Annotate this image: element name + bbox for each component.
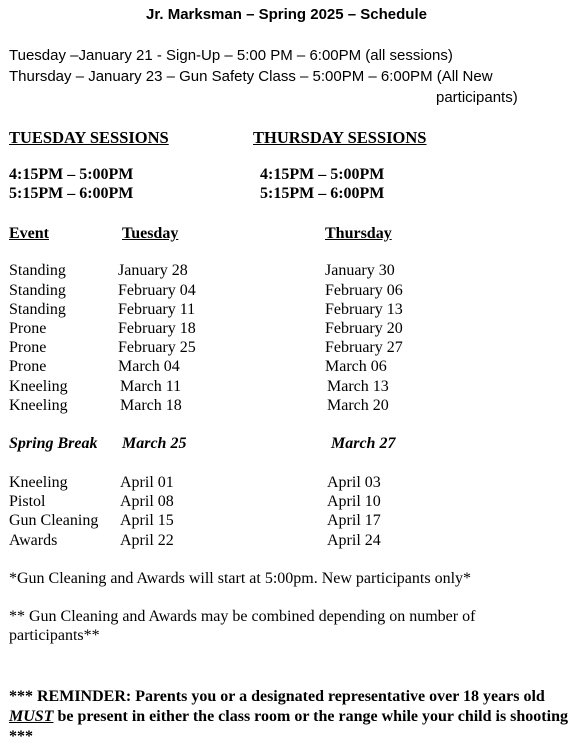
spring-break-tuesday: March 25: [122, 435, 187, 452]
event-cell: Kneeling: [9, 378, 68, 395]
event-cell: Awards: [9, 532, 58, 549]
event-cell: Prone: [9, 339, 47, 356]
tuesday-date-cell: April 15: [120, 512, 174, 529]
tuesday-session-time: 5:15PM – 6:00PM: [9, 185, 134, 202]
safety-class-line-continued: participants): [436, 89, 518, 106]
tuesday-date-cell: February 11: [118, 301, 196, 318]
reminder-prefix: *** REMINDER: Parents you or a designated representative over 18 years old: [9, 688, 545, 705]
thursday-column-header: Thursday: [325, 225, 392, 242]
thursday-date-cell: April 10: [327, 493, 381, 510]
tuesday-sessions-header: TUESDAY SESSIONS: [9, 128, 169, 147]
thursday-date-cell: March 20: [327, 397, 389, 414]
event-cell: Prone: [9, 358, 47, 375]
tuesday-date-cell: April 22: [120, 532, 174, 549]
tuesday-date-cell: April 08: [120, 493, 174, 510]
thursday-date-cell: March 13: [327, 378, 389, 395]
thursday-session-time: 4:15PM – 5:00PM: [260, 166, 385, 183]
event-cell: Kneeling: [9, 474, 68, 491]
signup-line: Tuesday –January 21 - Sign-Up – 5:00 PM – 6:00PM (all sessions): [9, 47, 453, 64]
document-title: Jr. Marksman – Spring 2025 – Schedule: [146, 6, 427, 23]
thursday-date-cell: March 06: [325, 358, 387, 375]
event-cell: Standing: [9, 282, 66, 299]
reminder-must: MUST: [9, 708, 54, 725]
combined-note-continued: participants**: [9, 627, 100, 644]
event-column-header: Event: [9, 225, 49, 242]
spring-break-thursday: March 27: [331, 435, 396, 452]
event-cell: Gun Cleaning: [9, 512, 99, 529]
tuesday-date-cell: February 04: [118, 282, 196, 299]
thursday-date-cell: April 24: [327, 532, 381, 549]
event-cell: Kneeling: [9, 397, 68, 414]
thursday-sessions-header: THURSDAY SESSIONS: [253, 128, 427, 147]
event-cell: Standing: [9, 262, 66, 279]
tuesday-date-cell: March 18: [120, 397, 182, 414]
safety-class-line: Thursday – January 23 – Gun Safety Class – 5:00PM – 6:00PM (All New: [9, 68, 493, 85]
thursday-date-cell: February 13: [325, 301, 403, 318]
thursday-date-cell: February 27: [325, 339, 403, 356]
tuesday-date-cell: February 25: [118, 339, 196, 356]
tuesday-date-cell: April 01: [120, 474, 174, 491]
start-time-note: *Gun Cleaning and Awards will start at 5:00pm. New participants only*: [9, 570, 472, 587]
thursday-date-cell: February 20: [325, 320, 403, 337]
thursday-date-cell: April 03: [327, 474, 381, 491]
thursday-session-time: 5:15PM – 6:00PM: [260, 185, 385, 202]
reminder-suffix: be present in either the class room or the range while your child is shooting ***: [9, 708, 568, 745]
tuesday-date-cell: March 04: [118, 358, 180, 375]
spring-break-label: Spring Break: [9, 435, 98, 452]
thursday-date-cell: April 17: [327, 512, 381, 529]
tuesday-session-time: 4:15PM – 5:00PM: [9, 166, 134, 183]
thursday-date-cell: January 30: [325, 262, 395, 279]
thursday-date-cell: February 06: [325, 282, 403, 299]
event-cell: Standing: [9, 301, 66, 318]
tuesday-date-cell: January 28: [118, 262, 188, 279]
tuesday-date-cell: March 11: [120, 378, 182, 395]
tuesday-column-header: Tuesday: [122, 225, 179, 242]
tuesday-date-cell: February 18: [118, 320, 196, 337]
parent-reminder: [9, 687, 569, 747]
event-cell: Prone: [9, 320, 47, 337]
event-cell: Pistol: [9, 493, 46, 510]
combined-note: ** Gun Cleaning and Awards may be combined depending on number of: [9, 608, 476, 625]
